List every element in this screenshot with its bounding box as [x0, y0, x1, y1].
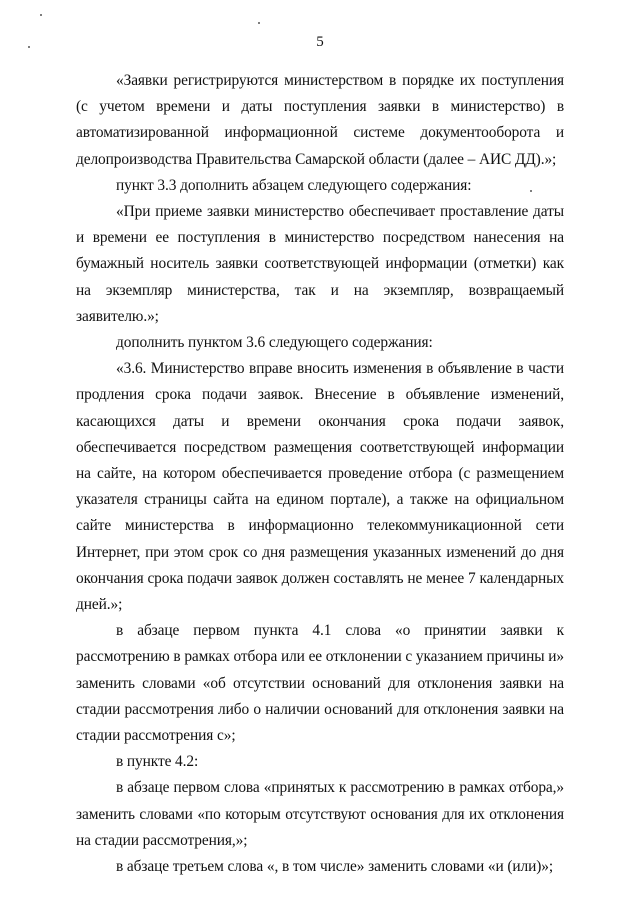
page-number: 5 [316, 34, 324, 50]
paragraph-add-point-3-6: дополнить пунктом 3.6 следующего содержания: [116, 334, 433, 352]
paragraph-point-4-1: в абзаце первом пункта 4.1 слова «о принятии заявки к рассмотрению в рамках отбора или ее отклонении с указанием причины и» заменить словами «об отсутствии оснований для отклонения заявки на стадии рассмотрения либо о наличии оснований для отклонения заявки на стадии рассмотрения с»; [76, 622, 564, 745]
paragraph-point-4-2: в пункте 4.2: [116, 753, 199, 771]
paragraph-first-subparagraph: в абзаце первом слова «принятых к рассмотрению в рамках отбора,» заменить словами «по которым отсутствуют основания для их отклонения на стадии рассмотрения,»; [76, 779, 564, 849]
document-body [76, 68, 564, 880]
paragraph-point-3-3: пункт 3.3 дополнить абзацем следующего содержания: [116, 176, 472, 194]
paragraph-point-3-6-text: «3.6. Министерство вправе вносить изменения в объявление в части продления срока подачи заявок. Внесение в объявление изменений, касающихся даты и времени окончания срока подачи заявок, обеспечивается посредством размещения соответствующей информации на сайте, на котором обеспечивается проведение отбора (с размещением указателя страницы сайта на едином портале), а также на официальном сайте министерства в информационно телекоммуникационной сети Интернет, при этом срок со дня размещения указанных изменений до дня окончания срока подачи заявок должен составлять не менее 7 календарных дней.»; [76, 360, 564, 614]
scan-speck [40, 14, 42, 16]
paragraph-application-receipt: «При приеме заявки министерство обеспечивает проставление даты и времени ее поступления в министерство посредством нанесения на бумажный носитель заявки соответствующей информации (отметки) как на экземпляр министерства, так и на экземпляр, возвращаемый заявителю.»; [76, 203, 564, 325]
paragraph-third-subparagraph: в абзаце третьем слова «, в том числе» заменить словами «и (или)»; [116, 858, 554, 876]
paragraph-registration: «Заявки регистрируются министерством в порядке их поступления (с учетом времени и даты поступления заявки в министерство) в автоматизированной информационной системе документооборота и делопроизводства Правительства Самарской области (далее – АИС ДД).»; [76, 72, 564, 168]
scan-speck [258, 22, 260, 24]
